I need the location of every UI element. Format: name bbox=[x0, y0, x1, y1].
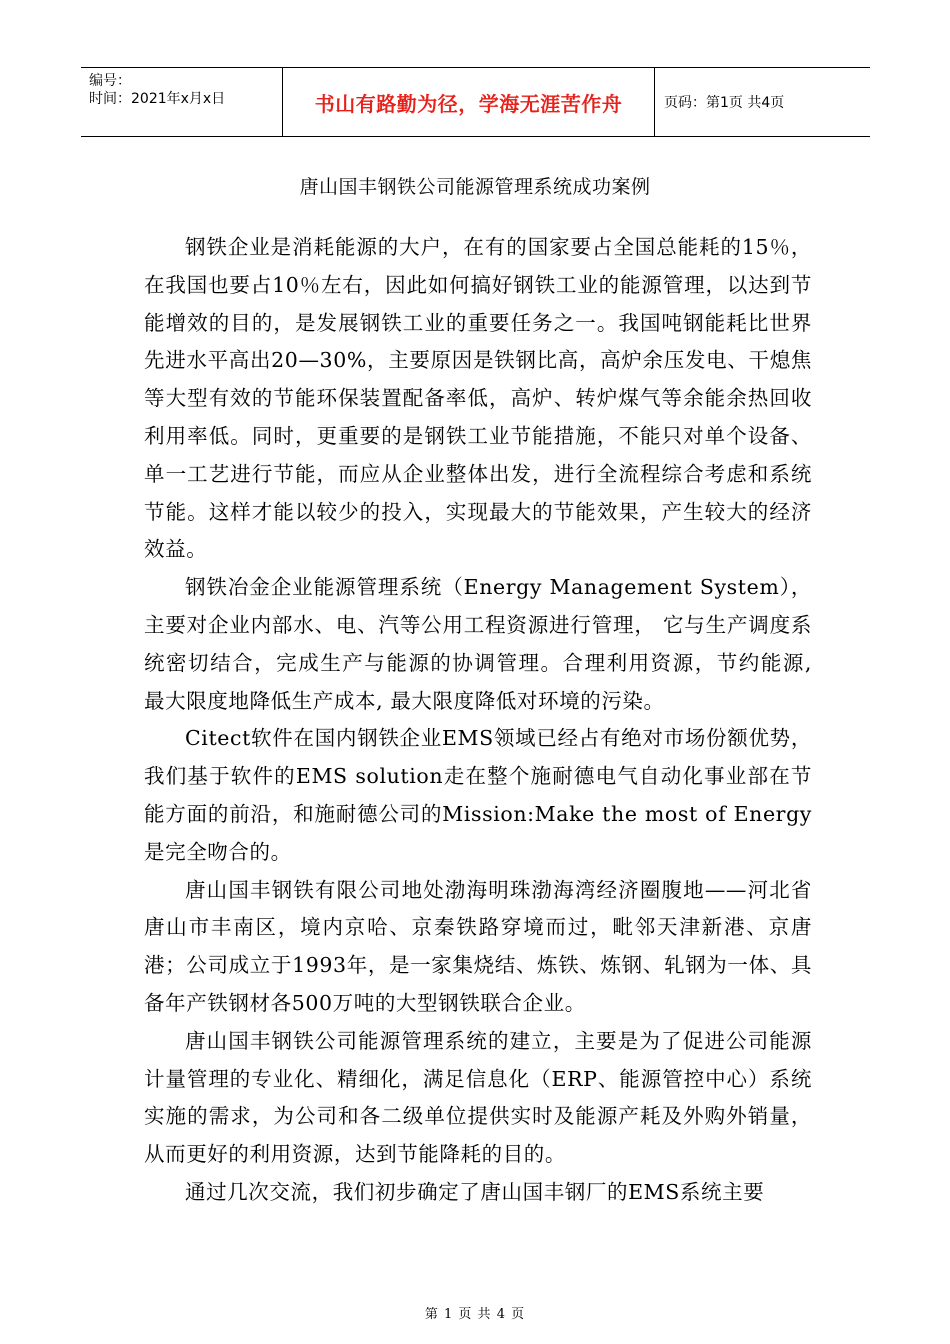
paragraph-3: Citect软件在国内钢铁企业EMS领域已经占有绝对市场份额优势，我们基于软件的EMS solution走在整个施耐德电气自动化事业部在节能方面的前沿，和施耐德公司的Mission:Make the most of Energy 是完全吻合的。 bbox=[144, 726, 812, 864]
page-info: 页码：第1页 共4页 bbox=[664, 95, 785, 111]
page-footer: 第 1 页 共 4 页 bbox=[424, 1307, 526, 1322]
header-table bbox=[81, 67, 870, 137]
header-page-cell bbox=[655, 68, 870, 136]
header-meta-cell bbox=[81, 68, 282, 136]
paragraph-4: 唐山国丰钢铁有限公司地处渤海明珠渤海湾经济圈腹地——河北省唐山市丰南区，境内京哈、京秦铁路穿境而过，毗邻天津新港、京唐港；公司成立于1993年，是一家集烧结、炼铁、炼钢、轧钢为一体、具备年产铁钢材各500万吨的大型钢铁联合企业。 bbox=[144, 877, 812, 1015]
document-body bbox=[144, 229, 812, 1212]
header-motto-cell bbox=[282, 68, 655, 136]
paragraph-5: 唐山国丰钢铁公司能源管理系统的建立，主要是为了促进公司能源计量管理的专业化、精细化，满足信息化（ERP、能源管控中心）系统实施的需求，为公司和各二级单位提供实时及能源产耗及外购外销量，从而更好的利用资源，达到节能降耗的目的。 bbox=[144, 1028, 812, 1167]
time-label: 时间：2021年x月x日 bbox=[89, 91, 226, 107]
paragraph-6: 通过几次交流，我们初步确定了唐山国丰钢厂的EMS系统主要 bbox=[185, 1179, 765, 1204]
number-label: 编号： bbox=[89, 73, 131, 89]
motto-text: 书山有路勤为径，学海无涯苦作舟 bbox=[314, 91, 623, 116]
paragraph-1: 钢铁企业是消耗能源的大户，在有的国家要占全国总能耗的15％，在我国也要占10％左右，因此如何搞好钢铁工业的能源管理，以达到节能增效的目的，是发展钢铁工业的重要任务之一。我国吨钢能耗比世界先进水平高出20—30%，主要原因是铁钢比高，高炉余压发电、干熄焦等大型有效的节能环保装置配备率低，高炉、转炉煤气等余能余热回收利用率低。同时，更重要的是钢铁工业节能措施，不能只对单个设备、单一工艺进行节能，而应从企业整体出发，进行全流程综合考虑和系统节能。这样才能以较少的投入，实现最大的节能效果，产生较大的经济效益。 bbox=[144, 235, 812, 562]
paragraph-2: 钢铁冶金企业能源管理系统（Energy Management System），主要对企业内部水、电、汽等公用工程资源进行管理， 它与生产调度系统密切结合，完成生产与能源的协调管理。合理利用资源，节约能源, 最大限度地降低生产成本, 最大限度降低对环境的污染。 bbox=[144, 575, 812, 713]
document-title: 唐山国丰钢铁公司能源管理系统成功案例 bbox=[299, 176, 651, 198]
